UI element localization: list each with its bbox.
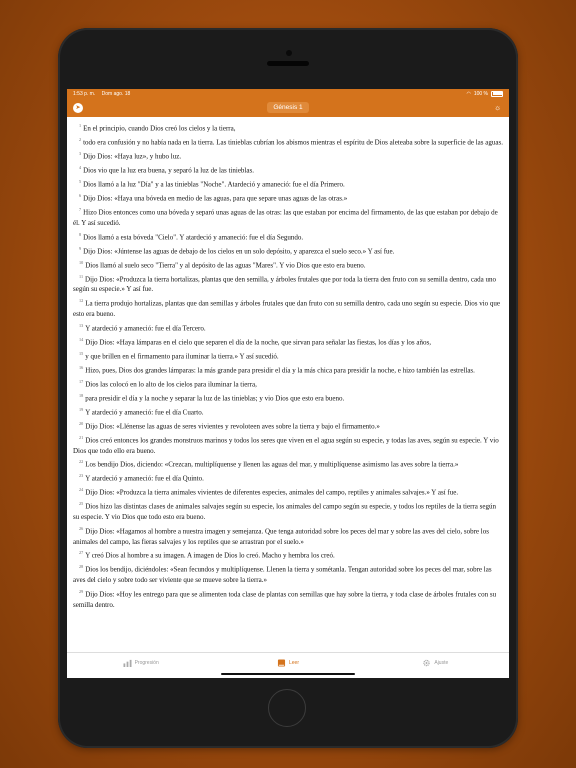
verse-text: Dijo Dios: «Llénense las aguas de seres vivientes y revoloteen aves sobre la tierra y bajo el firmamento.» [85, 422, 380, 431]
verse-text: Y creó Dios al hombre a su imagen. A imagen de Dios lo creó. Macho y hembra los creó. [85, 551, 335, 560]
verse[interactable] [73, 524, 503, 547]
verse-number: 13 [79, 322, 84, 328]
verse-number: 11 [79, 273, 84, 279]
verse-text: Dijo Dios: «Hagamos al hombre a nuestra imagen y semejanza. Que tenga autoridad sobre los peces del mar y sobre las aves del cielo, sobre los animales del campo, las fieras salvajes y los reptiles que se arrastran por el suelo.» [73, 527, 489, 546]
nav-bar [67, 98, 509, 117]
verse-number: 15 [79, 350, 84, 356]
verse-text: Los bendijo Dios, diciendo: «Crezcan, multiplíquense y llenen las aguas del mar, y multiplíquense asimismo las aves sobre la tierra.» [85, 460, 459, 469]
verse[interactable] [73, 419, 503, 432]
verse-text: Y atardeció y amaneció: fue el día Cuarto. [85, 408, 204, 417]
chart-icon [123, 659, 132, 667]
verse[interactable] [73, 321, 503, 334]
front-camera [286, 50, 292, 56]
verse-number: 7 [79, 207, 82, 213]
verse[interactable] [73, 587, 503, 610]
verse-number: 21 [79, 434, 84, 440]
verse-text: Dijo Dios: «Júntense las aguas de debajo de los cielos en un solo depósito, y aparezca el suelo seco.» Y así fue. [83, 246, 395, 255]
verse[interactable] [73, 121, 503, 134]
verse[interactable] [73, 191, 503, 204]
verse-text: Hizo Dios entonces como una bóveda y separó unas aguas de las otras: las que estaban por encima del firmamento, de las que estaban por debajo de él. Y así sucedió. [73, 208, 498, 227]
home-button[interactable] [268, 689, 306, 727]
verse[interactable] [73, 205, 503, 228]
tab-label-settings: Ajuste [434, 659, 449, 666]
verse-text: En el principio, cuando Dios creó los cielos y la tierra, [83, 124, 236, 133]
verse-text: Y atardeció y amaneció: fue el día Quinto. [85, 474, 204, 483]
verse-number: 10 [79, 259, 84, 265]
battery-percent: 100 % [473, 90, 488, 97]
verse-text: para presidir el día y la noche y separar la luz de las tinieblas; y vio Dios que esto era bueno. [85, 394, 345, 403]
verse-text: Dios llamó a la luz "Día" y a las tinieblas "Noche". Atardeció y amaneció: fue el día Primero. [83, 180, 345, 189]
status-time: 1:53 p. m. [73, 90, 96, 97]
theme-toggle-icon[interactable]: ☼ [493, 103, 502, 112]
verse-text: La tierra produjo hortalizas, plantas que dan semillas y árboles frutales que dan fruto con su semilla dentro, cada uno según su especie. Dios vio que esto era bueno. [73, 299, 501, 318]
verse-text: Dios las colocó en lo alto de los cielos para iluminar la tierra, [85, 380, 257, 389]
tab-label-read: Leer [288, 659, 299, 666]
chapter-selector-button[interactable]: Génesis 1 [267, 102, 308, 113]
speaker-grille [267, 61, 309, 66]
tab-settings[interactable] [362, 653, 509, 678]
tab-progression[interactable] [67, 653, 214, 678]
verse-number: 25 [79, 501, 84, 507]
app-screen [67, 89, 509, 678]
verse[interactable] [73, 230, 503, 243]
tab-bar [67, 652, 509, 678]
verse[interactable] [73, 391, 503, 404]
verse[interactable] [73, 457, 503, 470]
verse-number: 5 [79, 179, 82, 185]
verse-text: Dios los bendijo, diciéndoles: «Sean fecundos y multiplíquense. Llenen la tierra y sométanla. Tengan autoridad sobre los peces del mar, sobre las aves del cielo y sobre todo ser viviente que se mueve sobre la tierra.» [73, 565, 492, 585]
verse-number: 9 [79, 245, 82, 251]
verse[interactable] [73, 363, 503, 376]
verse-number: 22 [79, 459, 84, 465]
verse[interactable] [73, 149, 503, 162]
verse-text: Dijo Dios: «Haya una bóveda en medio de las aguas, para que separe unas aguas de las otras.» [83, 194, 348, 203]
verse-number: 24 [79, 487, 84, 493]
verse-number: 8 [79, 231, 82, 237]
verse-number: 18 [79, 392, 84, 398]
verse[interactable] [73, 433, 503, 456]
status-date: Dom ago. 18 [101, 90, 131, 97]
verse-text: y que brillen en el firmamento para iluminar la tierra.» Y así sucedió. [85, 352, 279, 361]
verse-number: 28 [79, 564, 84, 570]
verse[interactable] [73, 135, 503, 148]
verse-number: 3 [79, 151, 82, 157]
verse-text: Dios creó entonces los grandes monstruos marinos y todos los seres que viven en el agua según su especie, y todas las aves, según su especie. Y vio Dios que todo ello era bueno. [73, 436, 499, 455]
verse[interactable] [73, 258, 503, 271]
battery-icon [491, 91, 503, 97]
wifi-icon: ◠ [466, 90, 471, 97]
verse[interactable] [73, 244, 503, 257]
verse-text: Dijo Dios: «Haya luz», y hubo luz. [83, 152, 182, 161]
tab-label-progression: Progresión [134, 659, 159, 666]
compass-icon[interactable]: ➤ [73, 103, 83, 113]
verse-number: 6 [79, 193, 82, 199]
verse-number: 17 [79, 378, 84, 384]
verse[interactable] [73, 163, 503, 176]
book-icon [277, 659, 286, 667]
verse[interactable] [73, 548, 503, 561]
verse-text: Dios vio que la luz era buena, y separó la luz de las tinieblas. [83, 166, 254, 175]
verse[interactable] [73, 335, 503, 348]
verse[interactable] [73, 485, 503, 498]
gear-icon [422, 659, 431, 667]
verse-number: 23 [79, 473, 84, 479]
verse[interactable] [73, 377, 503, 390]
verse-number: 27 [79, 550, 84, 556]
verse[interactable] [73, 405, 503, 418]
verse[interactable] [73, 562, 503, 585]
verse-text: Hizo, pues, Dios dos grandes lámparas: la más grande para presidir el día y la más chica para presidir la noche, e hizo también las estrellas. [85, 366, 475, 375]
verse-text: Dijo Dios: «Produzca la tierra animales vivientes de diferentes especies, animales del campo, reptiles y animales salvajes.» Y así fue. [85, 488, 459, 497]
status-bar [67, 89, 509, 98]
verse[interactable] [73, 177, 503, 190]
verse[interactable] [73, 499, 503, 522]
verse-number: 26 [79, 525, 84, 531]
verse-text: Dios llamó a esta bóveda "Cielo". Y atardeció y amaneció: fue el día Segundo. [83, 232, 304, 241]
verse-number: 12 [79, 298, 84, 304]
verse-text: Dijo Dios: «Produzca la tierra hortalizas, plantas que den semilla, y árboles frutales que por toda la tierra den fruto con su semilla dentro, cada uno según su especie.» Y así fue. [73, 274, 496, 294]
verse-number: 4 [79, 165, 82, 171]
verse[interactable] [73, 296, 503, 319]
verse-text: Dios hizo las distintas clases de animales salvajes según su especie, los animales del campo según su especie, y todos los reptiles de la tierra según su especie. Y vio Dios que todo esto era bueno. [73, 502, 496, 522]
verse-number: 16 [79, 364, 84, 370]
chapter-text [67, 117, 509, 655]
verse-text: todo era confusión y no había nada en la tierra. Las tinieblas cubrían los abismos mientras el espíritu de Dios aleteaba sobre la superficie de las aguas. [83, 138, 503, 147]
verse-number: 20 [79, 420, 84, 426]
verse-number: 29 [79, 588, 84, 594]
verse-text: Dios llamó al suelo seco "Tierra" y al depósito de las aguas "Mares". Y vio Dios que esto era bueno. [85, 260, 366, 269]
verse[interactable] [73, 471, 503, 484]
verse[interactable] [73, 349, 503, 362]
verse-text: Y atardeció y amaneció: fue el día Tercero. [85, 324, 206, 333]
verse-text: Dijo Dios: «Hoy les entrego para que se alimenten toda clase de plantas con semillas que hay sobre la tierra, y toda clase de árboles frutales con su semilla dentro. [73, 590, 497, 609]
verse-number: 2 [79, 137, 82, 143]
verse-number: 19 [79, 406, 84, 412]
verse-number: 1 [79, 123, 82, 128]
verse-number: 14 [79, 336, 84, 342]
verse-text: Dijo Dios: «Haya lámparas en el cielo que separen el día de la noche, que sirvan para señalar las fiestas, los días y los años, [85, 338, 431, 347]
home-indicator [221, 673, 355, 676]
verse[interactable] [73, 272, 503, 295]
